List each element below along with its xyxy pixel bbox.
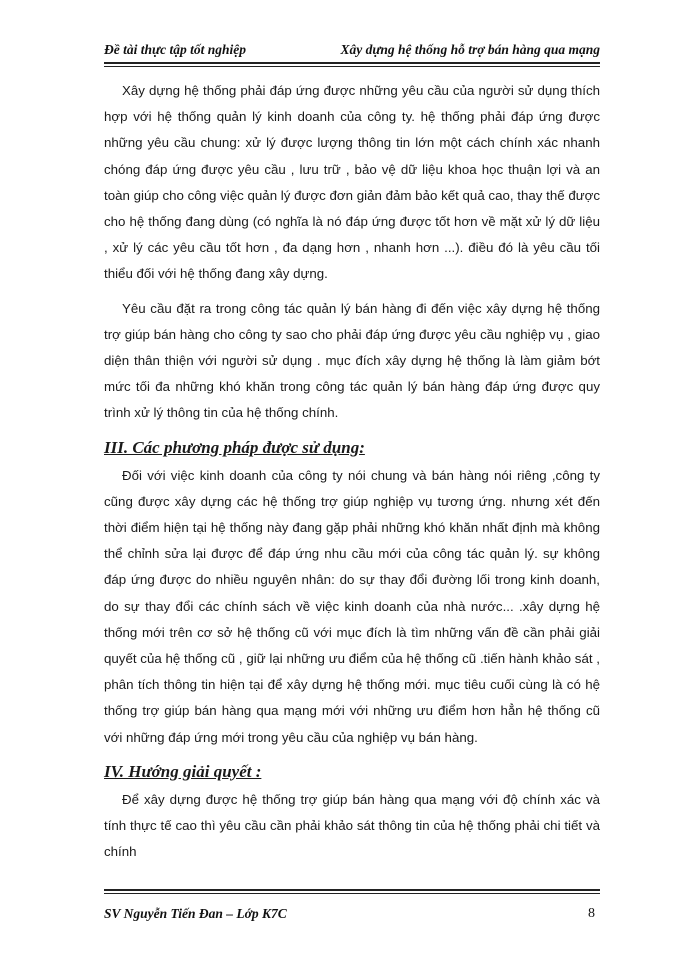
- page-header: [104, 42, 600, 60]
- section-heading-solution: IV. Hướng giải quyết :: [104, 761, 262, 781]
- paragraph-requirements: Xây dựng hệ thống phải đáp ứng được những yêu cầu của người sử dụng thích hợp với hệ thống quản lý kinh doanh của công ty. hệ thống phải đáp ứng được những yêu cầu chung: xử lý được lượng thông tin lớn một cách chính xác nhanh chóng đáp ứng được yêu cầu , lưu trữ , bảo vệ dữ liệu khoa học thuận lợi và an toàn giúp cho công việc quản lý được đơn giản đảm bảo kết quả cao, thay thế được cho hệ thống đang dùng (có nghĩa là nó đáp ứng được tốt hơn về mặt xử lý dữ liệu , xử lý các yêu cầu tốt hơn , đa dạng hơn , nhanh hơn ...). điều đó là yêu cầu tối thiểu đối với hệ thống đang xây dựng.: [104, 83, 600, 282]
- document-body: [104, 78, 600, 865]
- header-rule: [104, 62, 600, 64]
- header-rule-thin: [104, 66, 600, 67]
- footer-author: SV Nguyễn Tiến Đan – Lớp K7C: [104, 906, 287, 921]
- page-number: 8: [588, 906, 595, 921]
- footer-rule-thin: [104, 893, 600, 894]
- header-thesis-title: Đề tài thực tập tốt nghiệp: [104, 42, 246, 57]
- paragraph-objectives: Yêu cầu đặt ra trong công tác quản lý bán hàng đi đến việc xây dựng hệ thống trợ giúp bán hàng cho công ty sao cho phải đáp ứng được yêu cầu nghiệp vụ , giao diện thân thiện với người sử dụng . mục đích xây dựng hệ thống là làm giảm bớt mức tối đa những khó khăn trong công tác quản lý bán hàng đáp ứng được quy trình xử lý thông tin của hệ thống chính.: [104, 300, 600, 421]
- paragraph-solution: Để xây dựng được hệ thống trợ giúp bán hàng qua mạng với độ chính xác và tính thực tế cao thì yêu cầu cần phải khảo sát thông tin của hệ thống phải chi tiết và chính: [104, 791, 600, 860]
- paragraph-methods: Đối với việc kinh doanh của công ty nói chung và bán hàng nói riêng ,công ty cũng được xây dựng các hệ thống trợ giúp nghiệp vụ tương ứng. nhưng xét đến thời điểm hiện tại hệ thống này đang gặp phải những khó khăn nhất định mà không thể chỉnh sửa lại được để đáp ứng nhu cầu mới của công tác quản lý. sự không đáp ứng được do nhiều nguyên nhân: do sự thay đổi đường lối trong kinh doanh, do sự thay đổi các chính sách về việc kinh doanh của nhà nước... .xây dựng hệ thống mới trên cơ sở hệ thống cũ với mục đích là tìm những vấn đề cần phải giải quyết của hệ thống cũ , giữ lại những ưu điểm của hệ thống cũ .tiến hành khảo sát , phân tích thông tin hiện tại để xây dựng hệ thống mới. mục tiêu cuối cùng là có hệ thống trợ giúp bán hàng qua mạng mới với những ưu điểm hơn hẳn hệ thống cũ với những đáp ứng mới trong yêu cầu của nghiệp vụ bán hàng.: [104, 467, 600, 745]
- footer-rule: [104, 889, 600, 891]
- header-topic-title: Xây dựng hệ thống hỗ trợ bán hàng qua mạng: [340, 42, 600, 57]
- section-heading-methods: III. Các phương pháp được sử dụng:: [104, 437, 365, 457]
